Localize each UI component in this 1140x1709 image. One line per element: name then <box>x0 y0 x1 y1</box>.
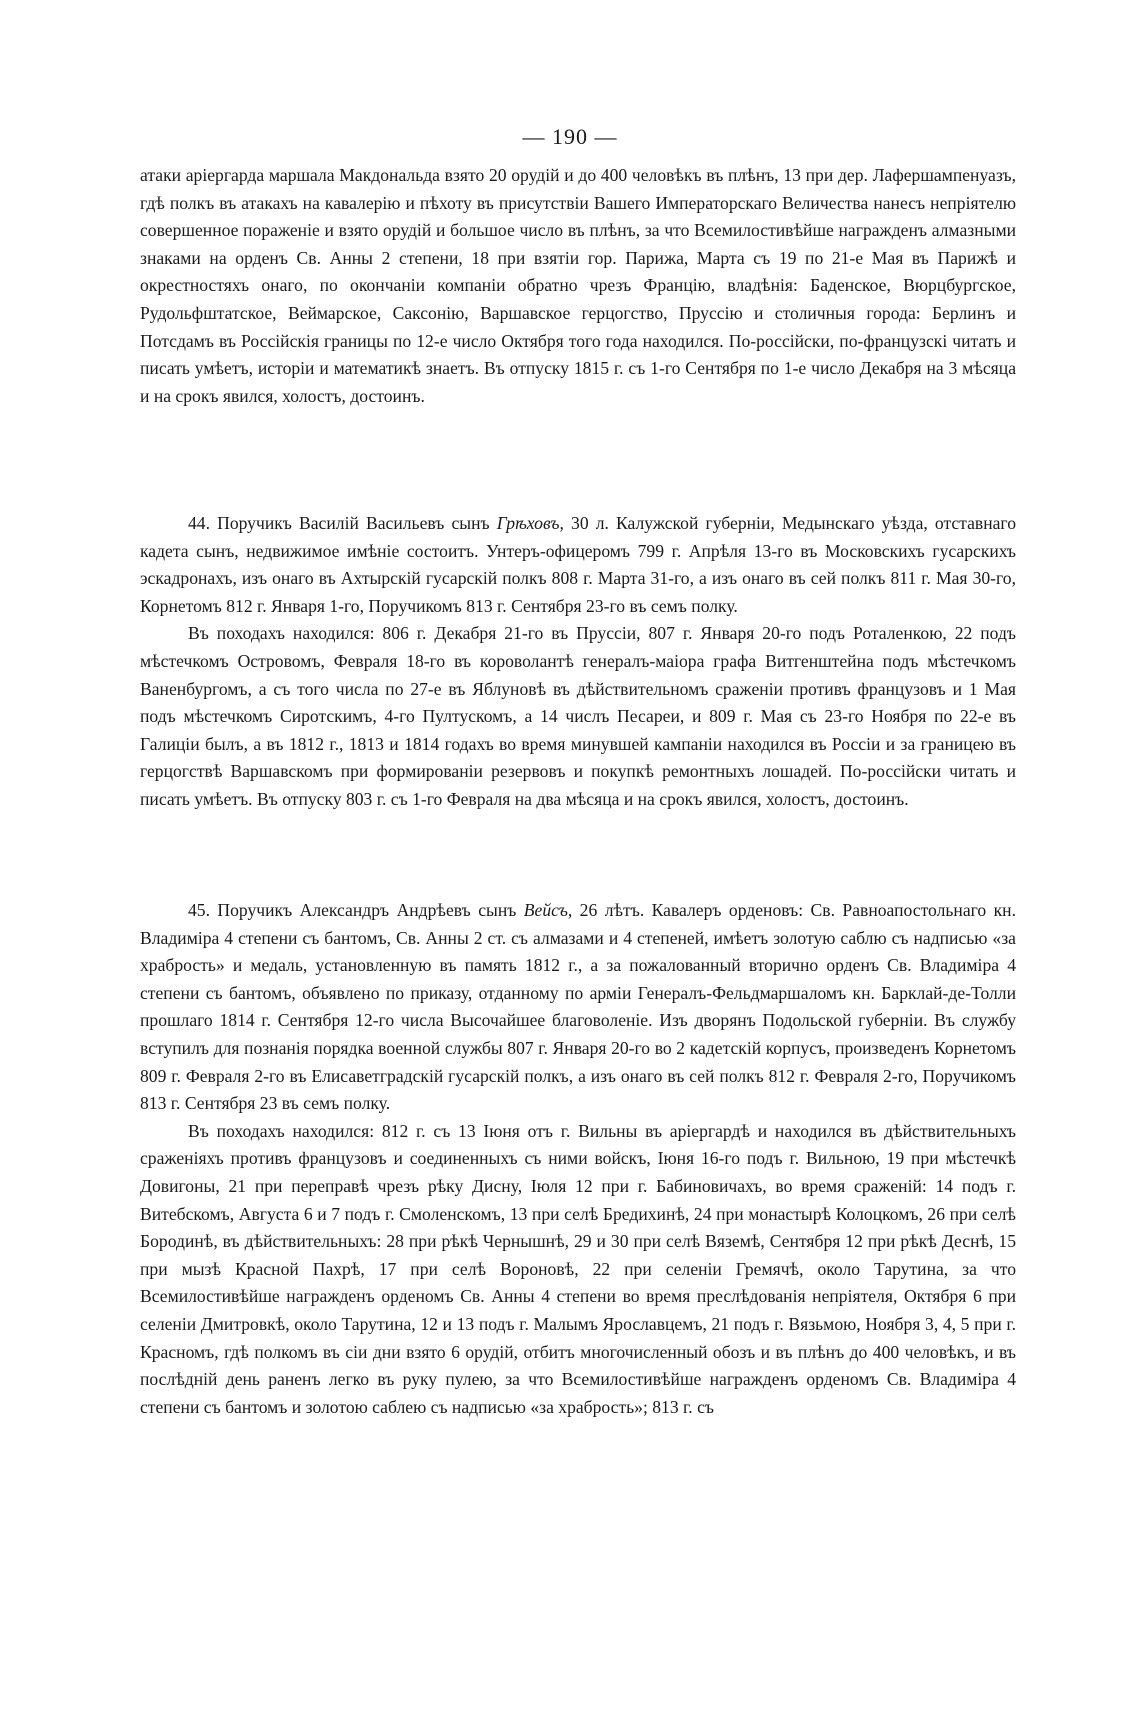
entry-45-paragraph-1 <box>140 897 1016 1118</box>
entry-44 <box>140 510 1016 814</box>
entry-44-paragraph-2: Въ походахъ находился: 806 г. Декабря 21-го въ Пруссіи, 807 г. Января 20-го подъ Роталенкою, 22 подъ мѣстечкомъ Островомъ, Февраля 18-го въ короволантѣ генералъ-маіора графа Витгенштейна подъ мѣстечкомъ Ваненбургомъ, а съ того числа по 27-е въ Яблуновѣ въ дѣйствительномъ сраженіи противъ французовъ и 1 Мая подъ мѣстечкомъ Сиротскимъ, 4-го Пултускомъ, а 14 числъ Песареи, и 809 г. Мая съ 23-го Ноября по 22-е въ Галиціи былъ, а въ 1812 г., 1813 и 1814 годахъ во время минувшей кампаніи находился въ Россіи и за границею въ герцогствѣ Варшавскомъ при формированіи резервовъ и покупкѣ ремонтныхъ лошадей. По-россійски читать и писать умѣетъ. Въ отпуску 803 г. съ 1-го Февраля на два мѣсяца и на срокъ явился, холостъ, достоинъ. <box>140 623 1016 809</box>
continuation-paragraph: атаки аріергарда маршала Макдональда взято 20 орудій и до 400 человѣкъ въ плѣнъ, 13 при дер. Лафершампенуазъ, гдѣ полкъ въ атакахъ на кавалерію и пѣхоту въ присутствіи Вашего Императорскаго Величества нанесъ непріятелю совершенное пораженіе и взято орудій и большое число въ плѣнъ, за что Всемилостивѣйше награжденъ алмазными знаками на орденъ Св. Анны 2 степени, 18 при взятіи гор. Парижа, Марта съ 19 по 21-е Мая въ Парижѣ и окрестностяхъ онаго, по окончаніи компаніи обратно чрезъ Францію, владѣнія: Баденское, Вюрцбургское, Рудольфштатское, Веймарское, Саксонію, Варшавское герцогство, Пруссію и столичныя города: Берлинъ и Потсдамъ въ Россійскія границы по 12-е число Октября того года находился. По-россійски, по-французскі читать и писать умѣетъ, исторіи и математикѣ знаетъ. Въ отпуску 1815 г. съ 1-го Сентября по 1-е число Декабря на 3 мѣсяца и на срокъ явился, холостъ, достоинъ. <box>140 165 1016 406</box>
entry-45-paragraph-2: Въ походахъ находился: 812 г. съ 13 Іюня отъ г. Вильны въ аріергардѣ и находился въ дѣйствительныхъ сраженіяхъ противъ французовъ и соединенныхъ съ ними войскъ, Іюня 16-го подъ г. Вильною, 19 при мѣстечкѣ Довигоны, 21 при переправѣ чрезъ рѣку Дисну, Іюля 12 при г. Бабиновичахъ, во время сраженій: 14 подъ г. Витебскомъ, Августа 6 и 7 подъ г. Смоленскомъ, 13 при селѣ Бредихинѣ, 24 при монастырѣ Колоцкомъ, 26 при селѣ Бородинѣ, въ дѣйствительныхъ: 28 при рѣкѣ Чернышнѣ, 29 и 30 при селѣ Вяземѣ, Сентября 12 при рѣкѣ Деснѣ, 15 при мызѣ Красной Пахрѣ, 17 при селѣ Вороновѣ, 22 при селеніи Гремячѣ, около Тарутина, за что Всемилостивѣйше награжденъ орденомъ Св. Анны 4 степени во время преслѣдованія непріятеля, Октября 6 при селеніи Дмитровкѣ, около Тарутина, 12 и 13 подъ г. Малымъ Ярославцемъ, 21 подъ г. Вязьмою, Ноября 3, 4, 5 при г. Красномъ, гдѣ полкомъ въ сіи дни взято 6 орудій, отбитъ многочисленный обозъ и въ плѣнъ до 400 человѣкъ, и въ послѣдній день раненъ легко въ руку пулею, за что Всемилостивѣйше награжденъ орденомъ Св. Владиміра 4 степени съ бантомъ и золотою саблею съ надписью «за храбрость»; 813 г. съ <box>140 1120 1016 1417</box>
entry-45 <box>140 897 1016 1421</box>
entry-44-intro: 44. Поручикъ Василій Васильевъ сынъ <box>188 513 497 533</box>
page-number: — 190 — <box>522 124 618 149</box>
entry-44-paragraph-1 <box>140 510 1016 620</box>
entry-44-surname: Грѣховъ, <box>496 513 564 533</box>
continuation-block <box>140 162 1016 410</box>
entry-45-intro: 45. Поручикъ Александръ Андрѣевъ сынъ <box>188 900 524 920</box>
entry-44-details: 30 л. Калужской губерніи, Медынскаго уѣзда, отставнаго кадета сынъ, недвижимое имѣніе состоитъ. Унтеръ-офицеромъ 799 г. Апрѣля 13-го въ Московскихъ гусарскихъ эскадронахъ, изъ онаго въ Ахтырскій гусарскій полкъ 808 г. Марта 31-го, а изъ онаго въ сей полкъ 811 г. Мая 30-го, Корнетомъ 812 г. Января 1-го, Поручикомъ 813 г. Сентября 23-го въ семъ полку. <box>140 513 1016 616</box>
entry-45-details: 26 лѣтъ. Кавалеръ орденовъ: Св. Равноапостольнаго кн. Владиміра 4 степени съ бантомъ, Св. Анны 2 ст. съ алмазами и 4 степеней, имѣетъ золотую саблю съ надписью «за храбрость» и медаль, установленную въ память 1812 г., а за пожалованный вторично орденъ Св. Владиміра 4 степени съ бантомъ, объявлено по приказу, отданному по арміи Генералъ-Фельдмаршаломъ кн. Барклай-де-Толли прошлаго 1814 г. Сентября 12-го числа Высочайшее благоволеніе. Изъ дворянъ Подольской губерніи. Въ службу вступилъ для познанія порядка военной службы 807 г. Января 20-го во 2 кадетскій корпусъ, произведенъ Корнетомъ 809 г. Февраля 2-го въ Елисаветградскій гусарскій полкъ, а изъ онаго въ сей полкъ 812 г. Февраля 2-го, Поручикомъ 813 г. Сентября 23 въ семъ полку. <box>140 900 1016 1114</box>
entry-45-surname: Вейсъ, <box>523 900 573 920</box>
